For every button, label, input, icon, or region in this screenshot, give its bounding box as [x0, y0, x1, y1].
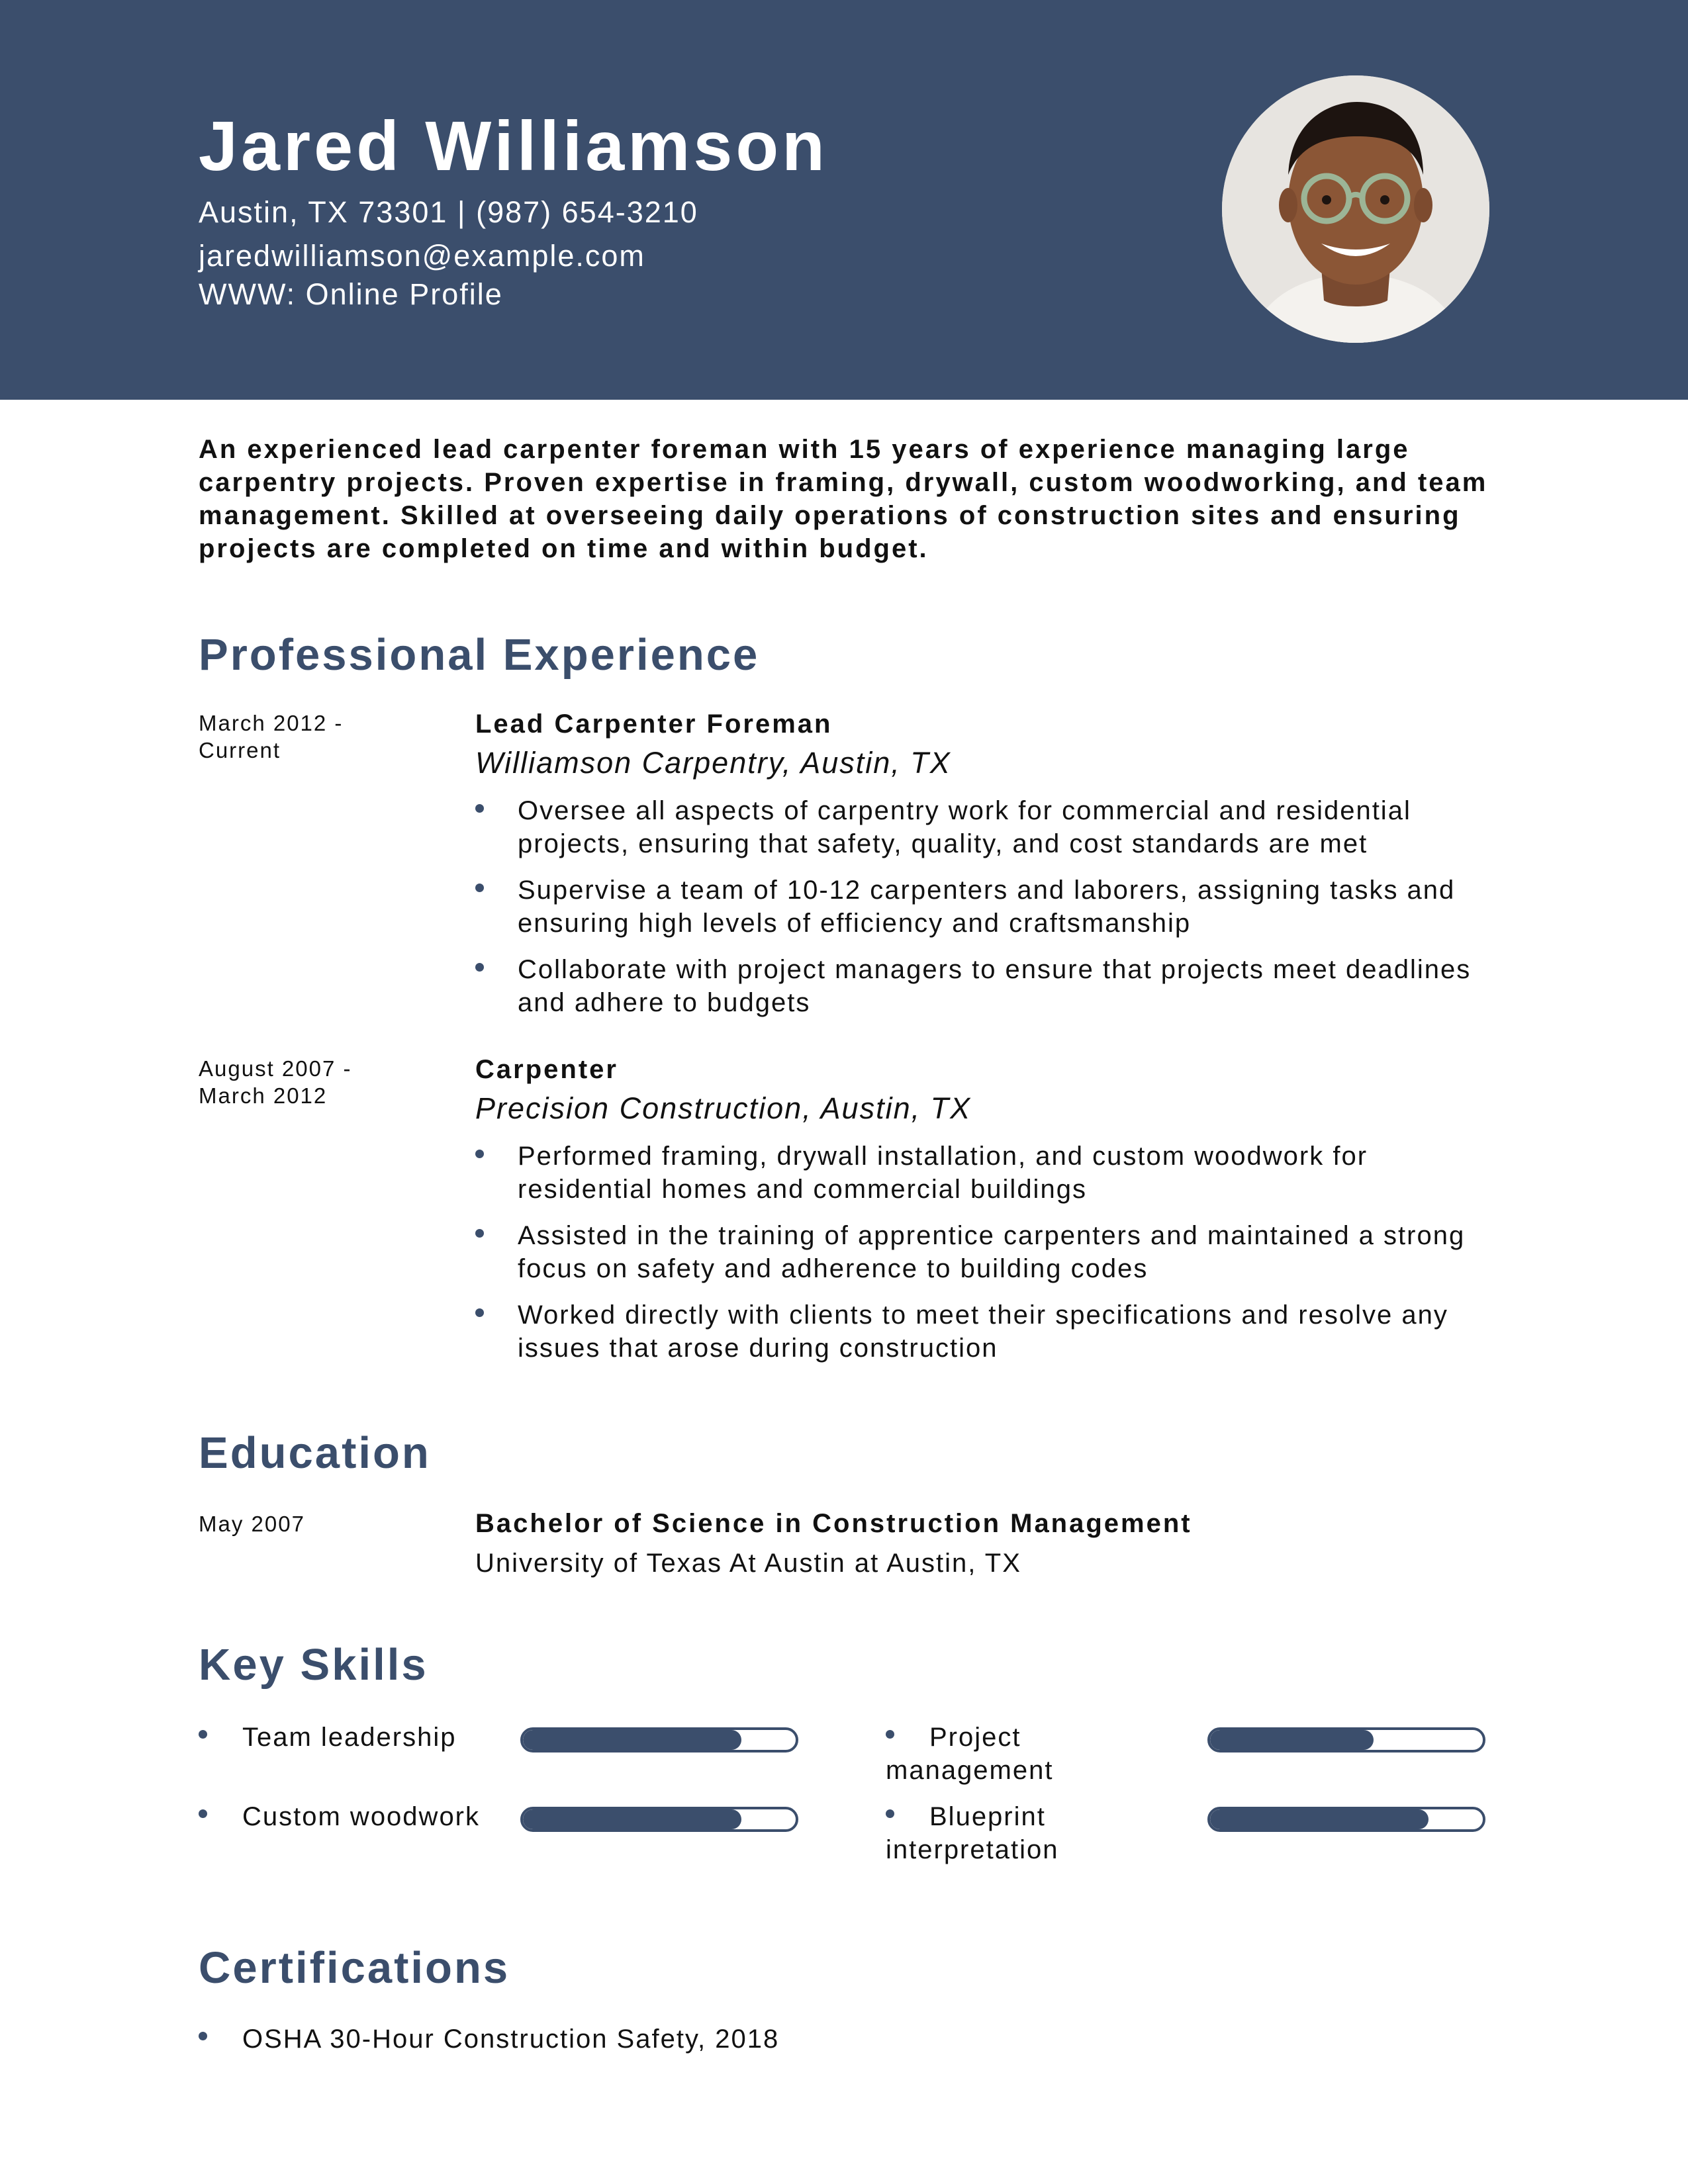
skill-item: [199, 1721, 861, 1794]
skill-level-fill: [1210, 1809, 1429, 1829]
skill-level-bar: [520, 1807, 798, 1832]
profile-photo: [1222, 75, 1489, 343]
job-title: Lead Carpenter Foreman: [475, 709, 833, 739]
bullet-icon: [199, 2032, 207, 2040]
section-title-certifications: Certifications: [199, 1943, 510, 1993]
bullet-icon: [475, 1150, 484, 1158]
certification-item: [199, 2023, 779, 2056]
skill-item: [886, 1721, 1548, 1794]
skill-level-fill: [523, 1809, 741, 1829]
bullet-icon: [475, 1308, 484, 1317]
skill-label: Blueprint interpretation: [886, 1802, 1059, 1864]
skill-level-bar: [1207, 1727, 1485, 1752]
section-title-skills: Key Skills: [199, 1640, 428, 1690]
skill-level-bar: [1207, 1807, 1485, 1832]
skill-level-fill: [523, 1730, 741, 1750]
skill-label: Project management: [886, 1723, 1054, 1785]
skill-label: Custom woodwork: [242, 1802, 481, 1831]
education-date: May 2007: [199, 1512, 305, 1536]
bullet-icon: [475, 804, 484, 813]
job-company: Precision Construction, Austin, TX: [475, 1091, 972, 1125]
skill-label: Team leadership: [242, 1723, 457, 1752]
email-link[interactable]: jaredwilliamson@example.com: [199, 239, 645, 273]
job-title: Carpenter: [475, 1055, 618, 1084]
job-bullet: Oversee all aspects of carpentry work for commercial and residential projects, ensuring that safety, quality, and cost standards are met: [475, 794, 1501, 860]
bullet-icon: [475, 884, 484, 892]
certification-text: OSHA 30-Hour Construction Safety, 2018: [242, 2025, 780, 2054]
job-bullet: Performed framing, drywall installation, and custom woodwork for residential homes and commercial buildings: [475, 1140, 1501, 1206]
job-bullet: Assisted in the training of apprentice carpenters and maintained a strong focus on safety and adherence to building codes: [475, 1219, 1501, 1285]
job-dates: August 2007 - March 2012: [199, 1056, 352, 1108]
skill-item: [886, 1800, 1548, 1873]
professional-summary: An experienced lead carpenter foreman with 15 years of experience managing large carpentry projects. Proven expertise in framing, drywall, custom woodworking, and team management. Skilled at overseeing daily operations of construction sites and ensuring projects are completed on time and within budget.: [199, 435, 1488, 563]
section-title-education: Education: [199, 1428, 431, 1478]
website-link[interactable]: WWW: Online Profile: [199, 277, 503, 311]
location-phone: Austin, TX 73301 | (987) 654-3210: [199, 195, 698, 229]
skill-item: [199, 1800, 861, 1873]
job-bullets: [475, 1140, 1501, 1378]
bullet-icon: [475, 1229, 484, 1238]
job-dates: March 2012 - Current: [199, 711, 344, 762]
job-bullet: Worked directly with clients to meet their specifications and resolve any issues that arose during construction: [475, 1298, 1501, 1365]
job-company: Williamson Carpentry, Austin, TX: [475, 746, 951, 780]
education-school: University of Texas At Austin at Austin, TX: [475, 1549, 1021, 1578]
education-degree: Bachelor of Science in Construction Management: [475, 1509, 1192, 1538]
job-bullet: Supervise a team of 10-12 carpenters and laborers, assigning tasks and ensuring high levels of efficiency and craftsmanship: [475, 874, 1501, 940]
candidate-name: Jared Williamson: [199, 107, 828, 185]
skill-level-bar: [520, 1727, 798, 1752]
bullet-icon: [475, 963, 484, 972]
job-bullet: Collaborate with project managers to ensure that projects meet deadlines and adhere to budgets: [475, 953, 1501, 1019]
skill-level-fill: [1210, 1730, 1374, 1750]
job-bullets: [475, 794, 1501, 1032]
resume-header: [0, 0, 1688, 400]
section-title-experience: Professional Experience: [199, 630, 760, 680]
